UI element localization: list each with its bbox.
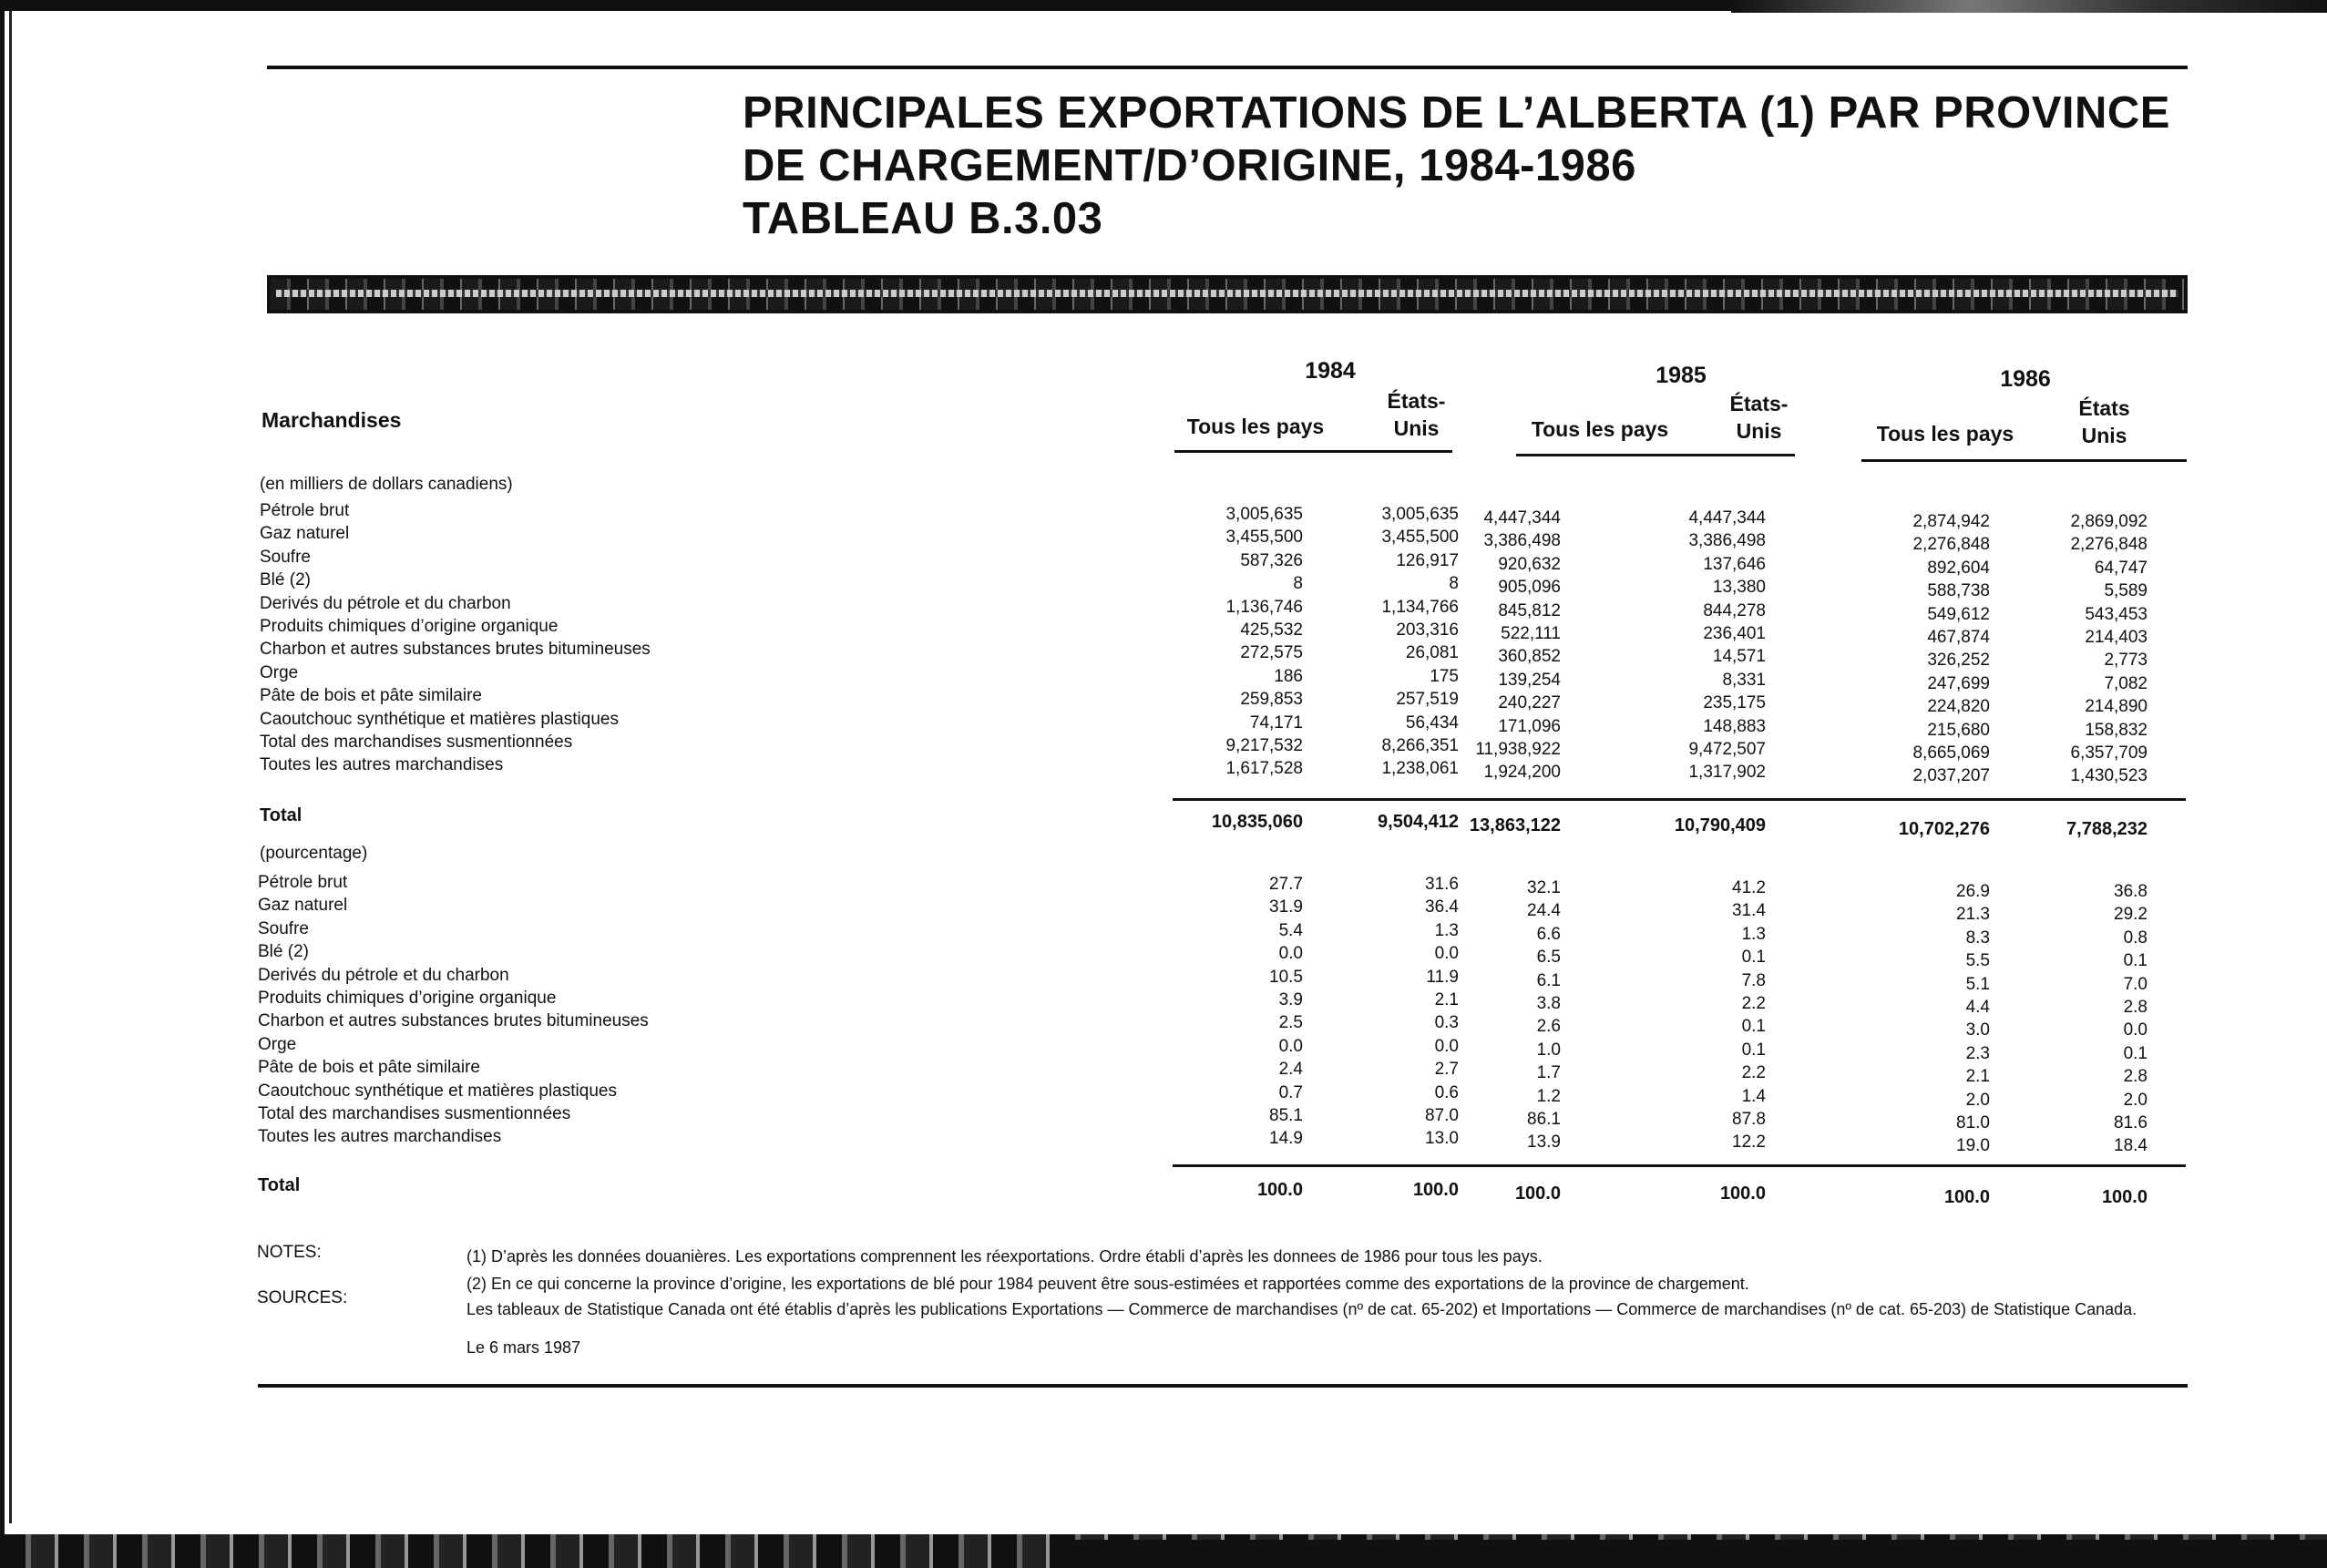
pct-cell: 2.1 (1434, 990, 1459, 1009)
pct-cell: 0.0 (1278, 944, 1303, 963)
value-cell: 8,266,351 (1381, 736, 1459, 755)
value-cell: 236,401 (1703, 624, 1766, 643)
value-cell: 2,276,848 (1912, 535, 1990, 554)
value-cell: 3,455,500 (1381, 528, 1459, 547)
pct-cell: 2.5 (1278, 1013, 1303, 1032)
value-cell: 1,430,523 (2070, 766, 2148, 785)
pct-cell: 2.1 (1965, 1067, 1990, 1086)
pct-row-label: Charbon et autres substances brutes bitumineuses (258, 1011, 649, 1030)
pct-cell: 6.6 (1536, 925, 1561, 944)
us-header-1985 (1707, 390, 1811, 445)
value-cell: 1,136,746 (1225, 598, 1303, 617)
pct-row-label: Gaz naturel (258, 896, 348, 915)
title-line-1: PRINCIPALES EXPORTATIONS DE L’ALBERTA (1) PAR PROVINCE (743, 88, 2170, 138)
pct-cell: 24.4 (1527, 901, 1561, 920)
year-1985-header: 1985 (1656, 363, 1707, 388)
us-header-1986-bottom: Unis (2081, 424, 2127, 447)
date-text: Le 6 mars 1987 (466, 1338, 581, 1357)
value-row-label: Pâte de bois et pâte similaire (260, 686, 482, 705)
pct-cell: 0.0 (1278, 1037, 1303, 1056)
value-cell: 13,380 (1712, 578, 1766, 597)
pct-cell: 0.1 (2123, 951, 2148, 970)
value-cell: 587,326 (1240, 551, 1303, 570)
us-header-1984 (1364, 387, 1469, 442)
scan-edge-bottom-dark (1075, 1540, 2327, 1568)
total-value-cell: 10,790,409 (1674, 815, 1766, 835)
total-value-label: Total (260, 805, 302, 825)
pct-cell: 26.9 (1956, 882, 1990, 901)
value-cell: 549,612 (1927, 605, 1990, 624)
pct-cell: 6.5 (1536, 948, 1561, 967)
value-cell: 4,447,344 (1483, 508, 1561, 528)
value-row-label: Pétrole brut (260, 501, 350, 520)
value-cell: 224,820 (1927, 697, 1990, 716)
total-value-cell: 10,835,060 (1211, 812, 1303, 832)
value-cell: 240,227 (1498, 693, 1561, 712)
pct-row-label: Pâte de bois et pâte similaire (258, 1058, 480, 1077)
value-cell: 9,472,507 (1688, 740, 1766, 759)
total-pct-cell: 100.0 (2101, 1187, 2148, 1207)
value-cell: 215,680 (1927, 721, 1990, 740)
total-pct-cell: 100.0 (1719, 1184, 1766, 1204)
value-cell: 1,317,902 (1688, 763, 1766, 782)
pct-cell: 3.9 (1278, 990, 1303, 1009)
value-cell: 8 (1293, 574, 1303, 593)
us-header-1986 (2052, 395, 2157, 449)
value-cell: 905,096 (1498, 578, 1561, 597)
value-cell: 158,832 (2085, 721, 2148, 740)
pct-cell: 31.6 (1425, 875, 1459, 894)
pct-row-label: Total des marchandises susmentionnées (258, 1104, 571, 1123)
all-countries-header-1986: Tous les pays (1876, 422, 2014, 446)
pct-cell: 0.1 (1741, 1040, 1766, 1060)
pct-cell: 2.4 (1278, 1060, 1303, 1079)
value-cell: 235,175 (1703, 693, 1766, 712)
value-cell: 892,604 (1927, 559, 1990, 578)
pct-row-label: Soufre (258, 919, 309, 938)
value-cell: 203,316 (1396, 620, 1459, 640)
pct-cell: 7.0 (2123, 975, 2148, 994)
pct-cell: 13.0 (1425, 1129, 1459, 1148)
value-cell: 5,589 (2104, 581, 2148, 600)
value-row-label: Produits chimiques d’origine organique (260, 617, 559, 636)
value-cell: 467,874 (1927, 628, 1990, 647)
pct-row-label: Pétrole brut (258, 873, 348, 892)
sources-label: SOURCES: (257, 1288, 348, 1307)
pct-cell: 19.0 (1956, 1136, 1990, 1155)
pct-cell: 81.6 (2114, 1113, 2148, 1132)
value-row-label: Orge (260, 663, 299, 682)
pct-cell: 6.1 (1536, 971, 1561, 990)
pct-cell: 21.3 (1956, 905, 1990, 924)
total-value-cell: 7,788,232 (2066, 819, 2148, 839)
top-rule (267, 66, 2188, 69)
value-cell: 186 (1274, 667, 1303, 686)
pct-cell: 32.1 (1527, 878, 1561, 897)
units-value-label: (en milliers de dollars canadiens) (260, 475, 513, 494)
pct-cell: 27.7 (1269, 875, 1303, 894)
scan-edge-top-fade (1731, 0, 2327, 13)
pct-row-label: Produits chimiques d’origine organique (258, 989, 557, 1008)
pct-cell: 1.3 (1434, 921, 1459, 940)
pct-cell: 31.4 (1732, 901, 1766, 920)
pct-cell: 0.1 (2123, 1044, 2148, 1063)
title-banner (267, 275, 2188, 313)
value-cell: 3,386,498 (1688, 531, 1766, 550)
value-cell: 588,738 (1927, 581, 1990, 600)
pct-cell: 1.2 (1536, 1087, 1561, 1106)
value-cell: 139,254 (1498, 671, 1561, 690)
year-1986-header: 1986 (2000, 366, 2051, 392)
pct-cell: 2.7 (1434, 1060, 1459, 1079)
us-header-1984-bottom: Unis (1393, 416, 1440, 440)
title-line-3: TABLEAU B.3.03 (743, 194, 1103, 243)
value-cell: 326,252 (1927, 651, 1990, 670)
pct-cell: 4.4 (1965, 998, 1990, 1017)
value-cell: 844,278 (1703, 601, 1766, 620)
total-pct-cell: 100.0 (1514, 1184, 1561, 1204)
pct-cell: 8.3 (1965, 928, 1990, 948)
value-cell: 56,434 (1405, 713, 1459, 733)
value-cell: 3,455,500 (1225, 528, 1303, 547)
pct-cell: 5.1 (1965, 975, 1990, 994)
value-row-label: Derivés du pétrole et du charbon (260, 594, 511, 613)
value-cell: 74,171 (1249, 713, 1303, 733)
pct-row-label: Toutes les autres marchandises (258, 1127, 502, 1146)
value-cell: 214,890 (2085, 697, 2148, 716)
value-cell: 2,869,092 (2070, 512, 2148, 531)
value-cell: 1,924,200 (1483, 763, 1561, 782)
merchandise-header: Marchandises (261, 408, 402, 432)
pct-row-label: Orge (258, 1035, 297, 1054)
value-cell: 2,276,848 (2070, 535, 2148, 554)
value-row-label: Soufre (260, 548, 311, 567)
total-pct-cell: 100.0 (1412, 1180, 1459, 1200)
value-cell: 425,532 (1240, 620, 1303, 640)
pct-cell: 1.3 (1741, 925, 1766, 944)
value-cell: 26,081 (1405, 643, 1459, 662)
pct-cell: 0.8 (2123, 928, 2148, 948)
value-cell: 247,699 (1927, 674, 1990, 693)
us-header-1984-top: États- (1387, 389, 1446, 413)
pct-row-label: Derivés du pétrole et du charbon (258, 966, 509, 985)
value-cell: 1,238,061 (1381, 759, 1459, 778)
value-cell: 8,665,069 (1912, 743, 1990, 763)
value-cell: 845,812 (1498, 601, 1561, 620)
pct-cell: 29.2 (2114, 905, 2148, 924)
pct-cell: 18.4 (2114, 1136, 2148, 1155)
header-rule-1986 (1861, 459, 2187, 462)
pct-row-label: Caoutchouc synthétique et matières plastiques (258, 1081, 617, 1101)
pct-cell: 2.8 (2123, 1067, 2148, 1086)
value-cell: 1,134,766 (1381, 598, 1459, 617)
value-cell: 522,111 (1501, 624, 1561, 643)
value-cell: 3,005,635 (1225, 505, 1303, 524)
year-1984-header: 1984 (1305, 358, 1356, 384)
pct-cell: 14.9 (1269, 1129, 1303, 1148)
value-row-label: Caoutchouc synthétique et matières plastiques (260, 710, 619, 729)
pct-cell: 7.8 (1741, 971, 1766, 990)
note-1: (1) D’après les données douanières. Les exportations comprennent les réexportations. Ordre établi d’après les donnees de 1986 pour tous les pays. (466, 1247, 1543, 1266)
value-cell: 4,447,344 (1688, 508, 1766, 528)
value-cell: 2,874,942 (1912, 512, 1990, 531)
all-countries-header-1985: Tous les pays (1531, 417, 1669, 441)
value-row-label: Gaz naturel (260, 524, 350, 543)
pct-cell: 5.4 (1278, 921, 1303, 940)
pct-cell: 0.6 (1434, 1083, 1459, 1102)
value-cell: 920,632 (1498, 555, 1561, 574)
value-cell: 8 (1449, 574, 1459, 593)
us-header-1985-top: États- (1729, 392, 1789, 415)
total-pct-label: Total (258, 1175, 301, 1195)
value-cell: 272,575 (1240, 643, 1303, 662)
notes-label: NOTES: (257, 1243, 322, 1262)
pct-cell: 0.0 (2123, 1020, 2148, 1040)
value-cell: 137,646 (1703, 555, 1766, 574)
pct-cell: 10.5 (1269, 968, 1303, 987)
pct-cell: 5.5 (1965, 951, 1990, 970)
total-pct-cell: 100.0 (1943, 1187, 1990, 1207)
value-cell: 175 (1430, 667, 1459, 686)
units-pct-label: (pourcentage) (260, 844, 368, 863)
value-row-label: Blé (2) (260, 570, 311, 589)
pct-cell: 2.0 (1965, 1091, 1990, 1110)
pct-row-label: Blé (2) (258, 942, 309, 961)
pct-cell: 2.2 (1741, 1063, 1766, 1082)
pct-cell: 85.1 (1269, 1106, 1303, 1125)
pct-cell: 13.9 (1527, 1132, 1561, 1152)
value-cell: 14,571 (1712, 647, 1766, 666)
pct-cell: 31.9 (1269, 897, 1303, 917)
pct-cell: 0.0 (1434, 1037, 1459, 1056)
pct-cell: 11.9 (1426, 968, 1459, 987)
pct-cell: 86.1 (1527, 1110, 1561, 1129)
sources-text: Les tableaux de Statistique Canada ont été établis d’après les publications Exportations — Commerce de marchandises (nº de cat. 65-202) et Importations — Commerce de marchandises (nº de cat. 65-203) de Statistique Canada. (466, 1300, 2137, 1318)
note-2: (2) En ce qui concerne la province d’origine, les exportations de blé pour 1984 peuvent être sous-estimées et rapportées comme des exportations de la province de chargement. (466, 1275, 1749, 1293)
pct-cell: 12.2 (1732, 1132, 1766, 1152)
title-line-2: DE CHARGEMENT/D’ORIGINE, 1984-1986 (743, 141, 1636, 190)
value-cell: 2,773 (2104, 651, 2148, 670)
total-pct-cell: 100.0 (1256, 1180, 1303, 1200)
pct-cell: 1.0 (1536, 1040, 1561, 1060)
pct-cell: 0.1 (1741, 1017, 1766, 1036)
value-cell: 7,082 (2104, 674, 2148, 693)
value-cell: 171,096 (1498, 717, 1561, 736)
pct-cell: 1.4 (1741, 1087, 1766, 1106)
value-cell: 3,386,498 (1483, 531, 1561, 550)
value-row-label: Total des marchandises susmentionnées (260, 733, 573, 752)
header-rule-1984 (1174, 450, 1452, 453)
value-cell: 257,519 (1396, 690, 1459, 709)
pct-cell: 3.0 (1965, 1020, 1990, 1040)
pct-cell: 2.8 (2123, 998, 2148, 1017)
value-cell: 148,883 (1703, 717, 1766, 736)
value-cell: 126,917 (1396, 551, 1459, 570)
value-cell: 360,852 (1498, 647, 1561, 666)
pct-cell: 87.8 (1732, 1110, 1766, 1129)
pct-cell: 81.0 (1956, 1113, 1990, 1132)
pct-cell: 2.0 (2123, 1091, 2148, 1110)
pct-cell: 0.3 (1434, 1013, 1459, 1032)
all-countries-header-1984: Tous les pays (1186, 415, 1325, 438)
value-cell: 1,617,528 (1225, 759, 1303, 778)
pct-cell: 2.3 (1965, 1044, 1990, 1063)
value-cell: 3,005,635 (1381, 505, 1459, 524)
pct-cell: 0.7 (1278, 1083, 1303, 1102)
value-cell: 11,938,922 (1475, 740, 1561, 759)
bottom-rule (258, 1384, 2188, 1388)
pct-cell: 1.7 (1536, 1063, 1561, 1082)
value-cell: 9,217,532 (1225, 736, 1303, 755)
value-cell: 8,331 (1722, 671, 1766, 690)
pct-cell: 3.8 (1536, 994, 1561, 1013)
value-cell: 2,037,207 (1912, 766, 1990, 785)
header-rule-1985 (1516, 454, 1795, 456)
value-row-label: Charbon et autres substances brutes bitumineuses (260, 640, 651, 659)
value-cell: 259,853 (1240, 690, 1303, 709)
pct-cell: 36.4 (1425, 897, 1459, 917)
total-pct-rule (1173, 1164, 2186, 1167)
total-value-cell: 9,504,412 (1378, 812, 1459, 832)
value-cell: 214,403 (2085, 628, 2148, 647)
pct-cell: 87.0 (1425, 1106, 1459, 1125)
scan-edge-left (0, 0, 5, 1568)
pct-cell: 0.0 (1434, 944, 1459, 963)
pct-cell: 0.1 (1741, 948, 1766, 967)
total-value-rule (1173, 798, 2186, 801)
total-value-cell: 13,863,122 (1469, 815, 1561, 835)
pct-cell: 41.2 (1732, 878, 1766, 897)
pct-cell: 2.2 (1741, 994, 1766, 1013)
value-cell: 6,357,709 (2070, 743, 2148, 763)
total-value-cell: 10,702,276 (1898, 819, 1990, 839)
pct-cell: 36.8 (2114, 882, 2148, 901)
pct-cell: 2.6 (1536, 1017, 1561, 1036)
scan-edge-left-inner (9, 11, 12, 1523)
us-header-1985-bottom: Unis (1736, 419, 1782, 443)
page-title (743, 87, 2200, 245)
value-row-label: Toutes les autres marchandises (260, 755, 504, 774)
value-cell: 64,747 (2094, 559, 2148, 578)
value-cell: 543,453 (2085, 605, 2148, 624)
us-header-1986-top: États (2078, 396, 2130, 420)
